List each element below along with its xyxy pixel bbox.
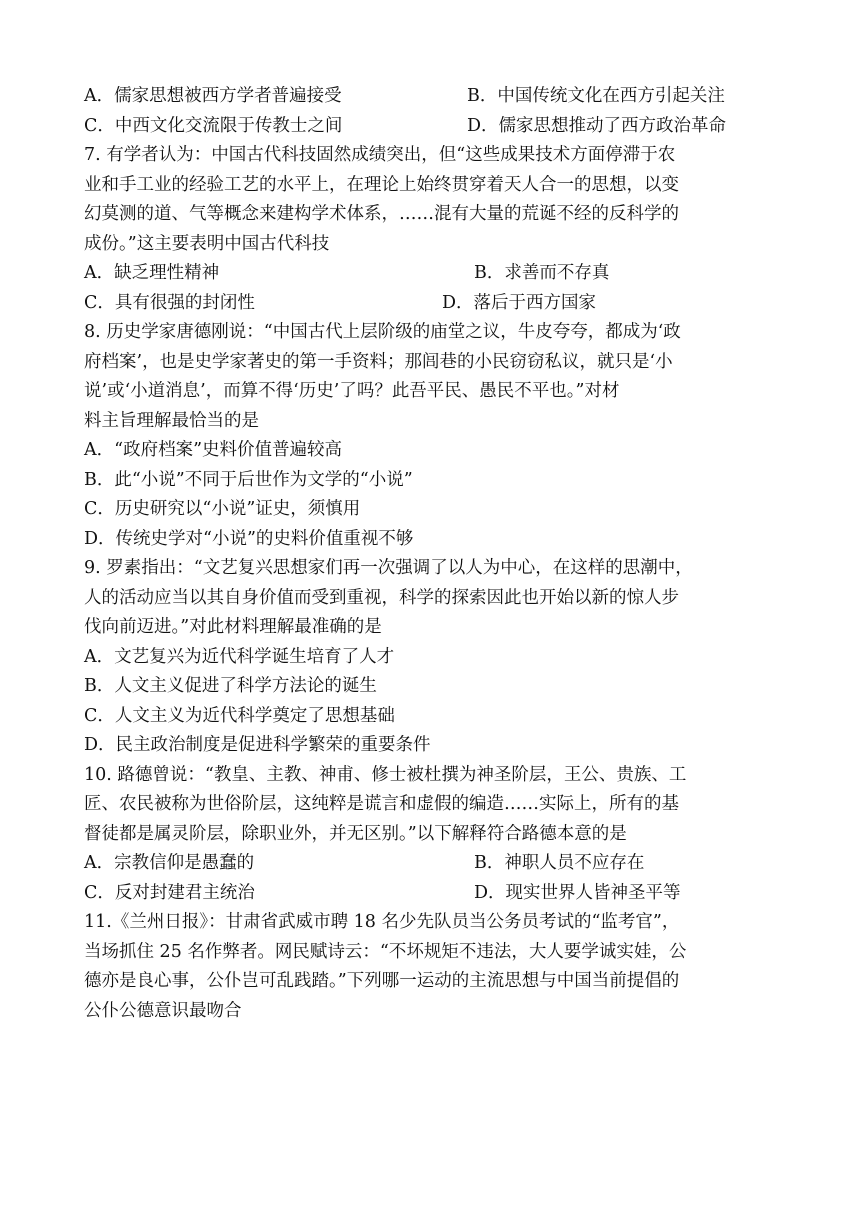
- q11-stem-line: 11.《兰州日报》：甘肃省武威市聘 18 名少先队员当公务员考试的“监考官”，: [84, 912, 680, 932]
- q10-stem-line: 10. 路德曾说：“教皇、主教、神甫、修士被杜撰为神圣阶层，王公、贵族、工: [84, 764, 687, 785]
- q9-stem-line: 9. 罗素指出：“文艺复兴思想家们再一次强调了以人为中心，在这样的思潮中，: [84, 558, 693, 578]
- q7-stem-line: 幻莫测的道、气等概念来建构学术体系，……混有大量的荒诞不经的反科学的: [84, 204, 679, 224]
- q9-stem-line: 伐向前迈进。”对此材料理解最准确的是: [84, 617, 382, 637]
- q9-option-b: B．人文主义促进了科学方法论的诞生: [84, 676, 377, 696]
- q8-stem-line: 说’或‘小道消息’，而算不得‘历史’了吗？此吾平民、愚民不平也。”对材: [84, 381, 620, 401]
- q9-option-a: A．文艺复兴为近代科学诞生培育了人才: [84, 646, 395, 667]
- exam-page: [84, 82, 784, 1026]
- q7-option-a: A．缺乏理性精神: [84, 263, 220, 283]
- q11-stem-line: 德亦是良心事，公仆岂可乱践踏。”下列哪一运动的主流思想与中国当前提倡的: [84, 971, 680, 991]
- q8-option-c: C．历史研究以“小说”证史，须慎用: [84, 499, 361, 519]
- q8-option-a: A．“政府档案”史料价值普遍较高: [84, 440, 343, 460]
- q6-options-row-2: [84, 112, 784, 142]
- q11-stem-line: 当场抓住 25 名作弊者。网民赋诗云：“不坏规矩不违法，大人要学诚实娃，公: [84, 941, 687, 962]
- q6-option-b: B．中国传统文化在西方引起关注: [467, 86, 725, 106]
- q10-option-d: D．现实世界人皆神圣平等: [474, 882, 681, 903]
- q8-stem-line: 8. 历史学家唐德刚说：“中国古代上层阶级的庙堂之议，牛皮夸夸，都成为‘政: [84, 322, 681, 342]
- q10-option-a: A．宗教信仰是愚蠢的: [84, 853, 255, 873]
- q9-stem-line: 人的活动应当以其自身价值而受到重视，科学的探索因此也开始以新的惊人步: [84, 587, 679, 608]
- question-9: [84, 554, 784, 761]
- q10-stem-line: 匠、农民被称为世俗阶层，这纯粹是谎言和虚假的编造……实际上，所有的基: [84, 794, 679, 814]
- q10-options-row-2: [84, 879, 784, 909]
- q10-stem-line: 督徒都是属灵阶层，除职业外，并无区别。”以下解释符合路德本意的是: [84, 823, 627, 844]
- q7-option-d: D．落后于西方国家: [442, 292, 597, 313]
- q7-options-row-2: [84, 289, 784, 319]
- q10-option-c: C．反对封建君主统治: [84, 882, 255, 903]
- q9-option-d: D．民主政治制度是促进科学繁荣的重要条件: [84, 735, 431, 755]
- q7-options-row-1: [84, 259, 784, 289]
- question-11: [84, 908, 784, 1026]
- q7-stem-line: 成份。”这主要表明中国古代科技: [84, 233, 330, 254]
- q6-options-row-1: [84, 82, 784, 112]
- question-8: [84, 318, 784, 554]
- question-7: [84, 141, 784, 318]
- q7-option-c: C．具有很强的封闭性: [84, 292, 255, 313]
- q10-option-b: B．神职人员不应存在: [474, 853, 645, 873]
- q9-option-c: C．人文主义为近代科学奠定了思想基础: [84, 705, 395, 726]
- q8-stem-line: 府档案’，也是史学家著史的第一手资料；那闾巷的小民窃窃私议，就只是‘小: [84, 351, 673, 372]
- q8-stem-line: 料主旨理解最恰当的是: [84, 410, 259, 431]
- q7-stem-line: 业和手工业的经验工艺的水平上，在理论上始终贯穿着天人合一的思想，以变: [84, 174, 679, 195]
- q6-option-c: C．中西文化交流限于传教士之间: [84, 115, 343, 136]
- q8-option-b: B．此“小说”不同于后世作为文学的“小说”: [84, 469, 413, 490]
- q8-option-d: D．传统史学对“小说”的史料价值重视不够: [84, 528, 414, 549]
- q7-stem-line: 7. 有学者认为：中国古代科技固然成绩突出，但“这些成果技术方面停滞于农: [84, 145, 676, 165]
- q10-options-row-1: [84, 849, 784, 879]
- q11-stem-line: 公仆公德意识最吻合: [84, 1000, 242, 1021]
- q6-option-a: A．儒家思想被西方学者普遍接受: [84, 86, 342, 106]
- q6-option-d: D．儒家思想推动了西方政治革命: [467, 115, 727, 136]
- q7-option-b: B．求善而不存真: [474, 263, 610, 283]
- question-10: [84, 761, 784, 909]
